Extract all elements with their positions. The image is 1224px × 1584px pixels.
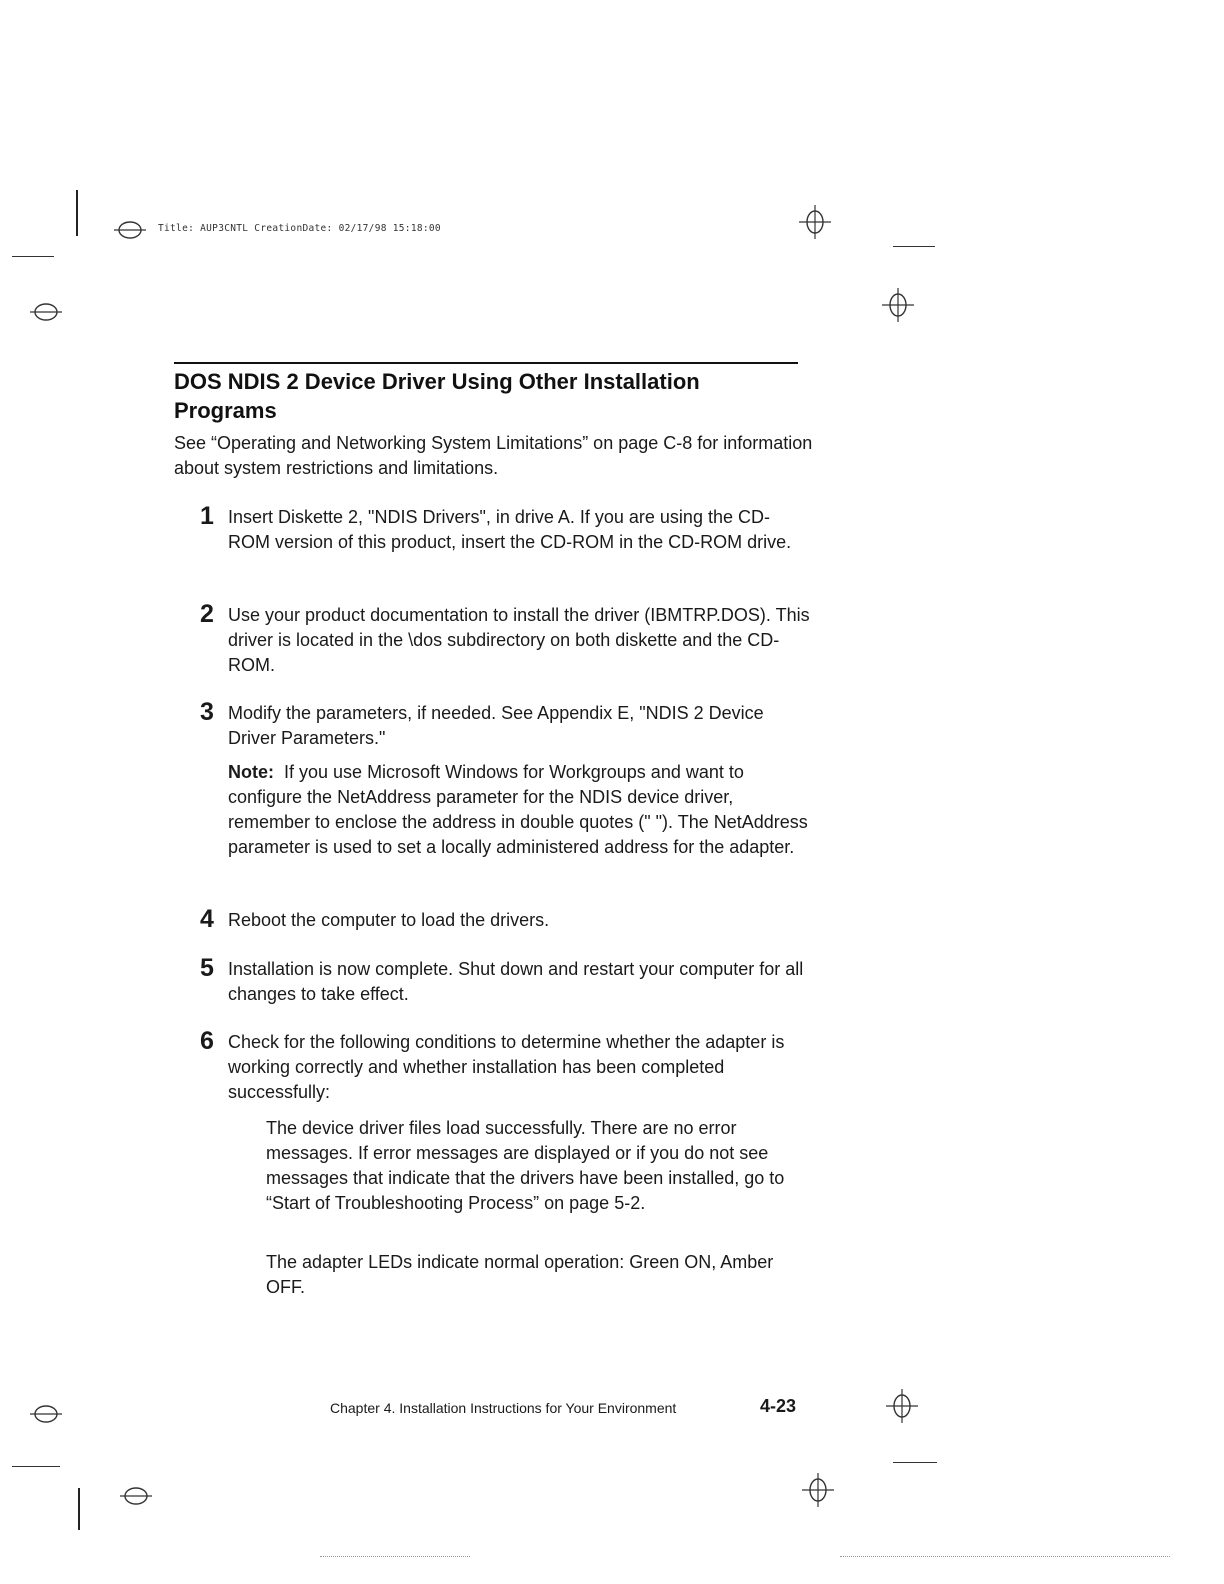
step-text: Reboot the computer to load the drivers.	[228, 910, 550, 930]
footer-chapter: Chapter 4. Installation Instructions for Your Environment	[330, 1400, 677, 1416]
scan-noise	[320, 1556, 470, 1558]
crop-mark-top-left-vertical	[76, 190, 78, 236]
step-number: 5	[200, 954, 214, 982]
step-number: 3	[200, 698, 214, 726]
registration-mark-icon	[878, 285, 918, 325]
step-number: 2	[200, 600, 214, 628]
step-1	[200, 502, 810, 555]
section-title-line-1: DOS NDIS 2 Device Driver Using Other Installation	[174, 369, 700, 394]
section-intro: See “Operating and Networking System Limitations” on page C-8 for information about system restrictions and limitations.	[174, 433, 813, 478]
step-6	[200, 1027, 810, 1105]
step-text: Use your product documentation to install the driver (IBMTRP.DOS). This driver is located in the \dos subdirectory on both diskette and the CD-ROM.	[228, 605, 810, 675]
section-title-line-2: Programs	[174, 398, 277, 423]
note-text: If you use Microsoft Windows for Workgroups and want to configure the NetAddress parameter for the NDIS device driver, remember to enclose the address in double quotes (" "). The NetAddress parameter is used to set a locally administered address for the adapter.	[228, 762, 808, 857]
registration-mark-icon	[798, 1470, 838, 1510]
registration-mark-icon	[26, 1394, 66, 1434]
step-text: Insert Diskette 2, "NDIS Drivers", in drive A. If you are using the CD-ROM version of this product, insert the CD-ROM in the CD-ROM drive.	[228, 507, 792, 552]
condition-2: The adapter LEDs indicate normal operation: Green ON, Amber OFF.	[266, 1252, 774, 1297]
crop-mark-bottom-left-horizontal	[12, 1466, 60, 1467]
crop-mark-top-right-horizontal	[893, 246, 935, 247]
registration-mark-icon	[26, 292, 66, 332]
step-text: Check for the following conditions to determine whether the adapter is working correctly and whether installation has been completed successfully:	[228, 1032, 785, 1102]
section-title	[174, 367, 814, 425]
step-3	[200, 698, 810, 751]
step-5	[200, 954, 810, 1007]
step-4	[200, 905, 810, 933]
crop-mark-top-left-horizontal	[12, 256, 54, 257]
note	[228, 760, 810, 860]
scan-noise	[840, 1556, 1170, 1558]
crop-mark-bottom-left-vertical	[78, 1488, 80, 1530]
step-number: 4	[200, 905, 214, 933]
condition-1: The device driver files load successfully. There are no error messages. If error messages are displayed or if you do not see messages that indicate that the drivers have been installed, go to “Start of Troubleshooting Process” on page 5-2.	[266, 1118, 785, 1213]
footer-page-number: 4-23	[760, 1396, 797, 1416]
section-rule	[174, 362, 798, 364]
step-text: Installation is now complete. Shut down and restart your computer for all changes to take effect.	[228, 959, 804, 1004]
print-slug: Title: AUP3CNTL CreationDate: 02/17/98 15:18:00	[158, 223, 441, 234]
step-number: 1	[200, 502, 214, 530]
step-number: 6	[200, 1027, 214, 1055]
registration-mark-icon	[882, 1386, 922, 1426]
crop-mark-bottom-right-horizontal	[893, 1462, 937, 1463]
note-label: Note:	[228, 762, 274, 782]
step-2	[200, 600, 810, 678]
step-text: Modify the parameters, if needed. See Appendix E, "NDIS 2 Device Driver Parameters."	[228, 703, 764, 748]
registration-mark-icon	[110, 210, 150, 250]
registration-mark-icon	[795, 202, 835, 242]
registration-mark-icon	[116, 1476, 156, 1516]
